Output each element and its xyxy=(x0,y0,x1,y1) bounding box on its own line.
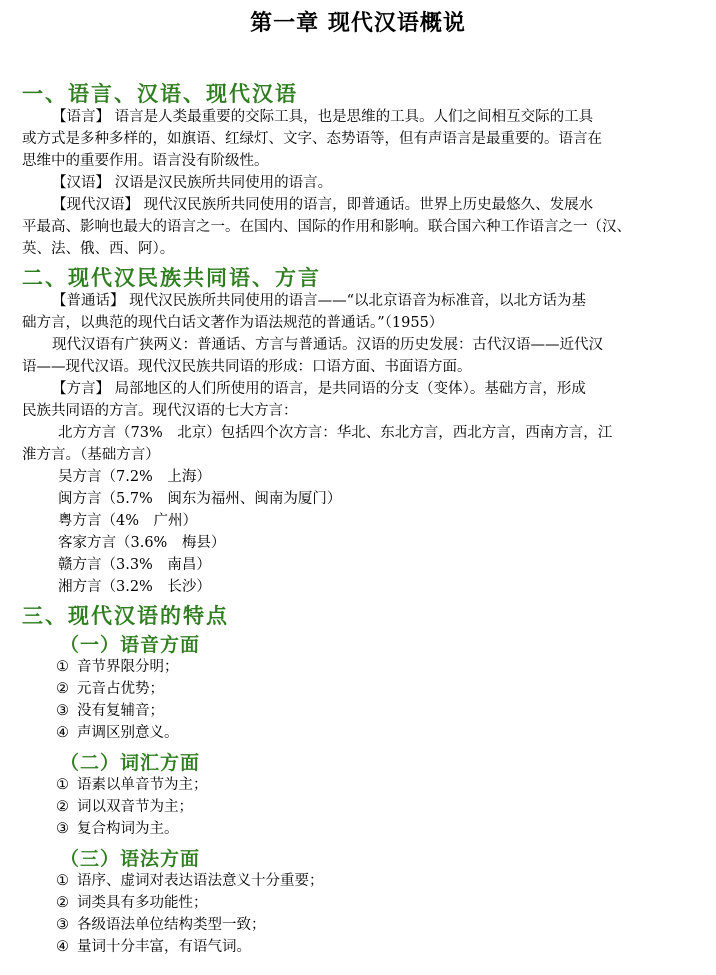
s1-line-5: 【现代汉语】 现代汉民族所共同使用的语言，即普通话。世界上历史最悠久、发展水 xyxy=(52,197,594,213)
grammar-item: ④ 量词十分丰富，有语气词。 xyxy=(56,939,251,955)
s2-line-3: 现代汉语有广狭两义：普通话、方言与普通话。汉语的历史发展：古代汉语——近代汉 xyxy=(52,337,603,353)
subsection-vocabulary-heading: （二）词汇方面 xyxy=(60,752,201,774)
vocabulary-item: ③ 复合构词为主。 xyxy=(56,821,179,837)
vocabulary-item: ① 语素以单音节为主； xyxy=(56,777,208,793)
dialect-xiang: 湘方言（3.2% 长沙） xyxy=(58,579,211,595)
s2-line-5: 【方言】 局部地区的人们所使用的语言，是共同语的分支（变体）。基础方言，形成 xyxy=(52,381,586,397)
section-1-heading: 一、语言、汉语、现代汉语 xyxy=(22,81,298,106)
phonetics-item: ① 音节界限分明； xyxy=(56,659,179,675)
s1-line-7: 英、法、俄、西、阿）。 xyxy=(22,241,175,257)
grammar-item: ② 词类具有多功能性； xyxy=(56,895,208,911)
s2-line-8: 淮方言。（基础方言） xyxy=(22,447,160,463)
phonetics-item: ④ 声调区别意义。 xyxy=(56,725,179,741)
s1-line-1: 【语言】 语言是人类最重要的交际工具，也是思维的工具。人们之间相互交际的工具 xyxy=(52,109,594,125)
phonetics-item: ③ 没有复辅音； xyxy=(56,703,164,719)
section-2-heading: 二、现代汉民族共同语、方言 xyxy=(22,265,321,290)
grammar-item: ① 语序、虚词对表达语法意义十分重要； xyxy=(56,873,324,889)
subsection-phonetics-heading: （一）语音方面 xyxy=(60,634,201,656)
s2-line-1: 【普通话】 现代汉民族所共同使用的语言——“以北京语音为标准音，以北方话为基 xyxy=(52,293,587,309)
grammar-item: ③ 各级语法单位结构类型一致； xyxy=(56,917,266,933)
chapter-title: 第一章 现代汉语概说 xyxy=(250,10,466,36)
dialect-gan: 赣方言（3.3% 南昌） xyxy=(58,557,211,573)
s2-line-7: 北方方言（73% 北京）包括四个次方言：华北、东北方言，西北方言，西南方言，江 xyxy=(58,425,613,441)
s1-line-6: 平最高、影响也最大的语言之一。在国内、国际的作用和影响。联合国六种工作语言之一（汉、 xyxy=(22,219,631,235)
subsection-grammar-heading: （三）语法方面 xyxy=(60,848,201,870)
dialect-yue: 粤方言（4% 广州） xyxy=(58,513,198,529)
dialect-hakka: 客家方言（3.6% 梅县） xyxy=(58,535,226,551)
s1-line-4: 【汉语】 汉语是汉民族所共同使用的语言。 xyxy=(52,175,333,191)
s2-line-4: 语——现代汉语。现代汉民族共同语的形成：口语方面、书面语方面。 xyxy=(22,359,472,375)
s2-line-2: 础方言，以典范的现代白话文著作为语法规范的普通话。”（1955） xyxy=(22,315,444,331)
s1-line-3: 思维中的重要作用。语言没有阶级性。 xyxy=(22,153,269,169)
phonetics-item: ② 元音占优势； xyxy=(56,681,164,697)
s2-line-6: 民族共同语的方言。现代汉语的七大方言： xyxy=(22,403,298,419)
s1-line-2: 或方式是多种多样的，如旗语、红绿灯、文字、态势语等，但有声语言是最重要的。语言在 xyxy=(22,131,602,147)
dialect-min: 闽方言（5.7% 闽东为福州、闽南为厦门） xyxy=(58,491,342,507)
section-3-heading: 三、现代汉语的特点 xyxy=(22,603,229,628)
vocabulary-item: ② 词以双音节为主； xyxy=(56,799,193,815)
dialect-wu: 吴方言（7.2% 上海） xyxy=(58,469,211,485)
